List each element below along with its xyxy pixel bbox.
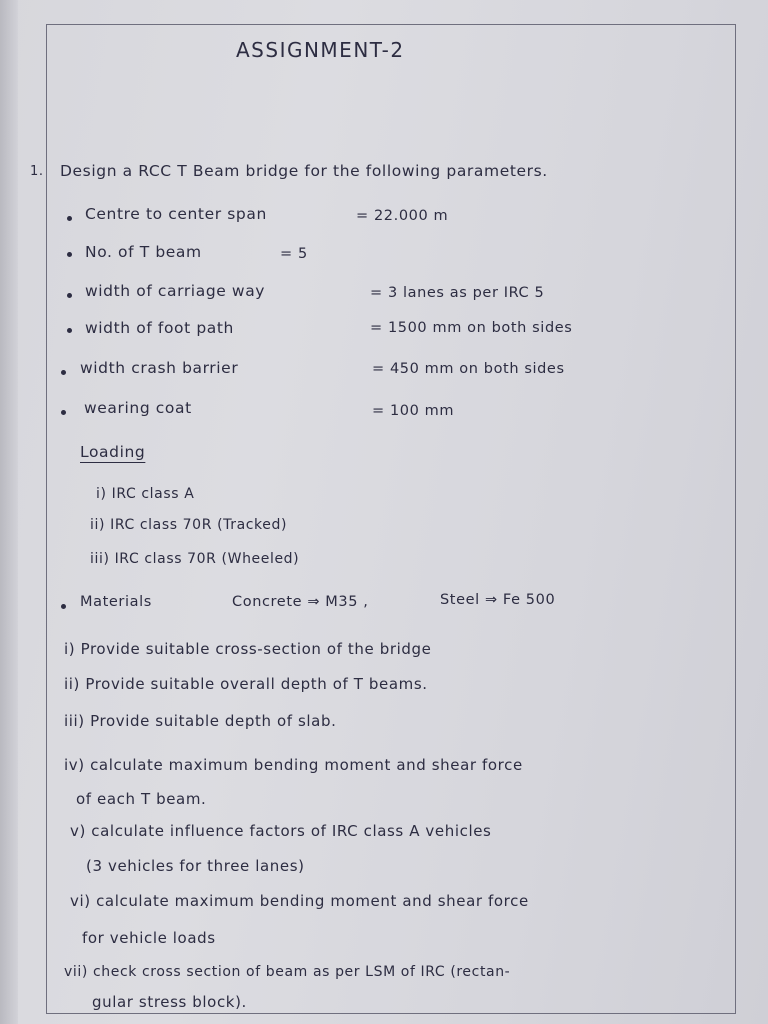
loading-item: iii) IRC class 70R (Wheeled) — [90, 551, 300, 567]
materials-label: Materials — [80, 594, 152, 610]
question-text: Design a RCC T Beam bridge for the following parameters. — [60, 162, 548, 180]
bullet-dot — [67, 293, 72, 298]
materials-concrete: Concrete ⇒ M35 , — [232, 594, 369, 610]
parameter-label: width of foot path — [85, 319, 234, 337]
materials-steel: Steel ⇒ Fe 500 — [440, 592, 556, 608]
task-item: for vehicle loads — [82, 929, 216, 947]
assignment-title: ASSIGNMENT-2 — [236, 38, 405, 62]
bullet-dot — [61, 410, 66, 415]
task-item: i) Provide suitable cross-section of the bridge — [64, 640, 432, 658]
parameter-label: No. of T beam — [85, 243, 202, 261]
loading-heading: Loading — [80, 443, 146, 461]
task-item: iv) calculate maximum bending moment and shear force — [64, 756, 523, 774]
page-edge-shadow — [0, 0, 18, 1024]
parameter-label: width of carriage way — [85, 282, 266, 300]
task-item: gular stress block). — [92, 993, 247, 1011]
question-number: 1. — [30, 164, 44, 179]
task-item: of each T beam. — [76, 790, 207, 808]
parameter-label: Centre to center span — [85, 205, 267, 223]
task-item: (3 vehicles for three lanes) — [86, 857, 305, 875]
parameter-label: wearing coat — [84, 399, 192, 417]
parameter-value: = 22.000 m — [356, 208, 449, 224]
bullet-dot — [61, 604, 66, 609]
task-item: vi) calculate maximum bending moment and shear force — [70, 892, 529, 910]
task-item: vii) check cross section of beam as per LSM of IRC (rectan- — [64, 964, 511, 980]
bullet-dot — [67, 216, 72, 221]
parameter-label: width crash barrier — [80, 359, 239, 377]
parameter-value: = 5 — [280, 246, 308, 262]
loading-item: i) IRC class A — [96, 486, 195, 502]
parameter-value: = 3 lanes as per IRC 5 — [370, 285, 545, 301]
bullet-dot — [61, 370, 66, 375]
task-item: iii) Provide suitable depth of slab. — [64, 712, 337, 730]
parameter-value: = 100 mm — [372, 403, 455, 419]
bullet-dot — [67, 328, 72, 333]
task-item: ii) Provide suitable overall depth of T beams. — [64, 675, 428, 693]
parameter-value: = 1500 mm on both sides — [370, 320, 573, 336]
parameter-value: = 450 mm on both sides — [372, 361, 565, 377]
loading-item: ii) IRC class 70R (Tracked) — [90, 517, 288, 533]
bullet-dot — [67, 252, 72, 257]
task-item: v) calculate influence factors of IRC class A vehicles — [70, 822, 492, 840]
